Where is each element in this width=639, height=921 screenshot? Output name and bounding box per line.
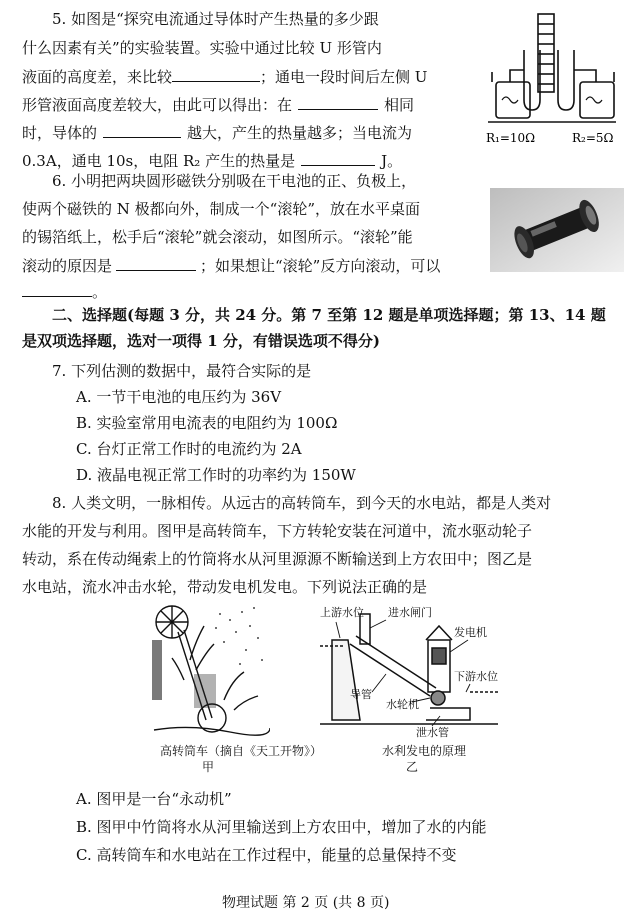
section2-heading-line-1: 二、选择题(每题 3 分，共 24 分。第 7 至第 12 题是单项选择题；第 13、14 题 (52, 306, 606, 324)
q5-line-2: 什么因素有关”的实验装置。实验中通过比较 U 形管内 (22, 39, 382, 57)
fig-jia-label: 甲 (202, 760, 215, 774)
q7-option-b[interactable]: B. 实验室常用电流表的电阻约为 100Ω (76, 414, 338, 432)
label-tailrace: 泄水管 (416, 726, 449, 738)
q6-line-4-a: 滚动的原因是 (22, 257, 113, 275)
q8-option-a[interactable]: A. 图甲是一台“永动机” (76, 790, 232, 808)
q5-line-6 (22, 149, 402, 171)
q5-line-1: 5. 如图是“探究电流通过导体时产生热量的多少跟 (52, 10, 379, 28)
q5-line-5 (22, 121, 412, 143)
q6-line-5 (22, 280, 107, 302)
fig-yi-label: 乙 (406, 760, 419, 774)
fig-yi-caption: 水利发电的原理 (382, 744, 467, 758)
section2-heading-line-2: 是双项选择题，选对一项得 1 分，有错误选项不得分) (22, 332, 380, 350)
page-footer: 物理试题 第 2 页 (共 8 页) (222, 895, 390, 911)
q5-line-4-b: 相同 (384, 96, 415, 114)
q5-line-4 (22, 93, 414, 115)
battery-roller-photo (490, 188, 624, 272)
q5-blank-2[interactable] (298, 93, 378, 110)
q6-line-2: 使两个磁铁的 N 极都向外，制成一个“滚轮”，放在水平桌面 (22, 200, 421, 218)
q5-line-3 (22, 65, 427, 87)
label-penstock: 导管 (350, 688, 372, 701)
label-generator: 发电机 (454, 626, 487, 639)
fig-jia-caption: 高转筒车（摘自《天工开物》） (160, 744, 323, 758)
q8-line-4: 水电站，流水冲击水轮，带动发电机发电。下列说法正确的是 (22, 578, 428, 596)
label-downstream-level: 下游水位 (454, 670, 498, 683)
q7-stem: 7. 下列估测的数据中，最符合实际的是 (52, 362, 312, 380)
q7-option-d[interactable]: D. 液晶电视正常工作时的功率约为 150W (76, 466, 356, 484)
q8-option-b[interactable]: B. 图甲中竹筒将水从河里输送到上方农田中，增加了水的内能 (76, 818, 487, 836)
q5-line-3-a: 液面的高度差，来比较 (22, 68, 173, 86)
q5-line-6-b: J。 (381, 152, 403, 170)
hydropower-diagram (320, 600, 500, 738)
q7-option-a[interactable]: A. 一节干电池的电压约为 36V (76, 388, 282, 406)
q8-line-2: 水能的开发与利用。图甲是高转筒车，下方转轮安装在河道中，流水驱动轮子 (22, 522, 533, 540)
q5-line-6-a: 0.3A，通电 10s，电阻 R₂ 产生的热量是 (22, 152, 296, 170)
q5-line-4-a: 形管液面高度差较大，由此可以得出：在 (22, 96, 293, 114)
q5-line-5-b: 越大，产生的热量越多；当电流为 (187, 124, 413, 142)
q5-line-3-b: ；通电一段时间后左侧 U (260, 68, 428, 86)
q8-line-1: 8. 人类文明，一脉相传。从远古的高转筒车，到今天的水电站，都是人类对 (52, 494, 552, 512)
q5-blank-1[interactable] (172, 65, 260, 82)
q6-line-4 (22, 254, 440, 276)
q6-blank-2[interactable] (22, 280, 92, 297)
q6-line-5-b: 。 (92, 283, 108, 301)
q6-line-1: 6. 小明把两块圆形磁铁分别吸在干电池的正、负极上， (52, 172, 417, 190)
q6-blank-1[interactable] (116, 254, 196, 271)
r1-label: R₁=10Ω (486, 131, 536, 145)
q6-line-4-b: ；如果想让“滚轮”反方向滚动，可以 (200, 257, 441, 275)
q5-blank-4[interactable] (301, 149, 375, 166)
q8-option-c[interactable]: C. 高转筒车和水电站在工作过程中，能量的总量保持不变 (76, 846, 457, 864)
q8-line-3: 转动，系在传动绳索上的竹筒将水从河里源源不断输送到上方农田中；图乙是 (22, 550, 533, 568)
label-inlet-gate: 进水闸门 (388, 606, 432, 619)
label-upstream-level: 上游水位 (320, 606, 364, 619)
r2-label: R₂=5Ω (572, 131, 614, 145)
q5-line-5-a: 时，导体的 (22, 124, 98, 142)
u-tube-apparatus-figure (480, 10, 620, 150)
q7-option-c[interactable]: C. 台灯正常工作时的电流约为 2A (76, 440, 302, 458)
q5-blank-3[interactable] (103, 121, 181, 138)
q6-line-3: 的锡箔纸上，松手后“滚轮”就会滚动，如图所示。“滚轮”能 (22, 228, 413, 246)
label-turbine: 水轮机 (386, 698, 419, 711)
water-wheel-illustration (150, 600, 270, 738)
